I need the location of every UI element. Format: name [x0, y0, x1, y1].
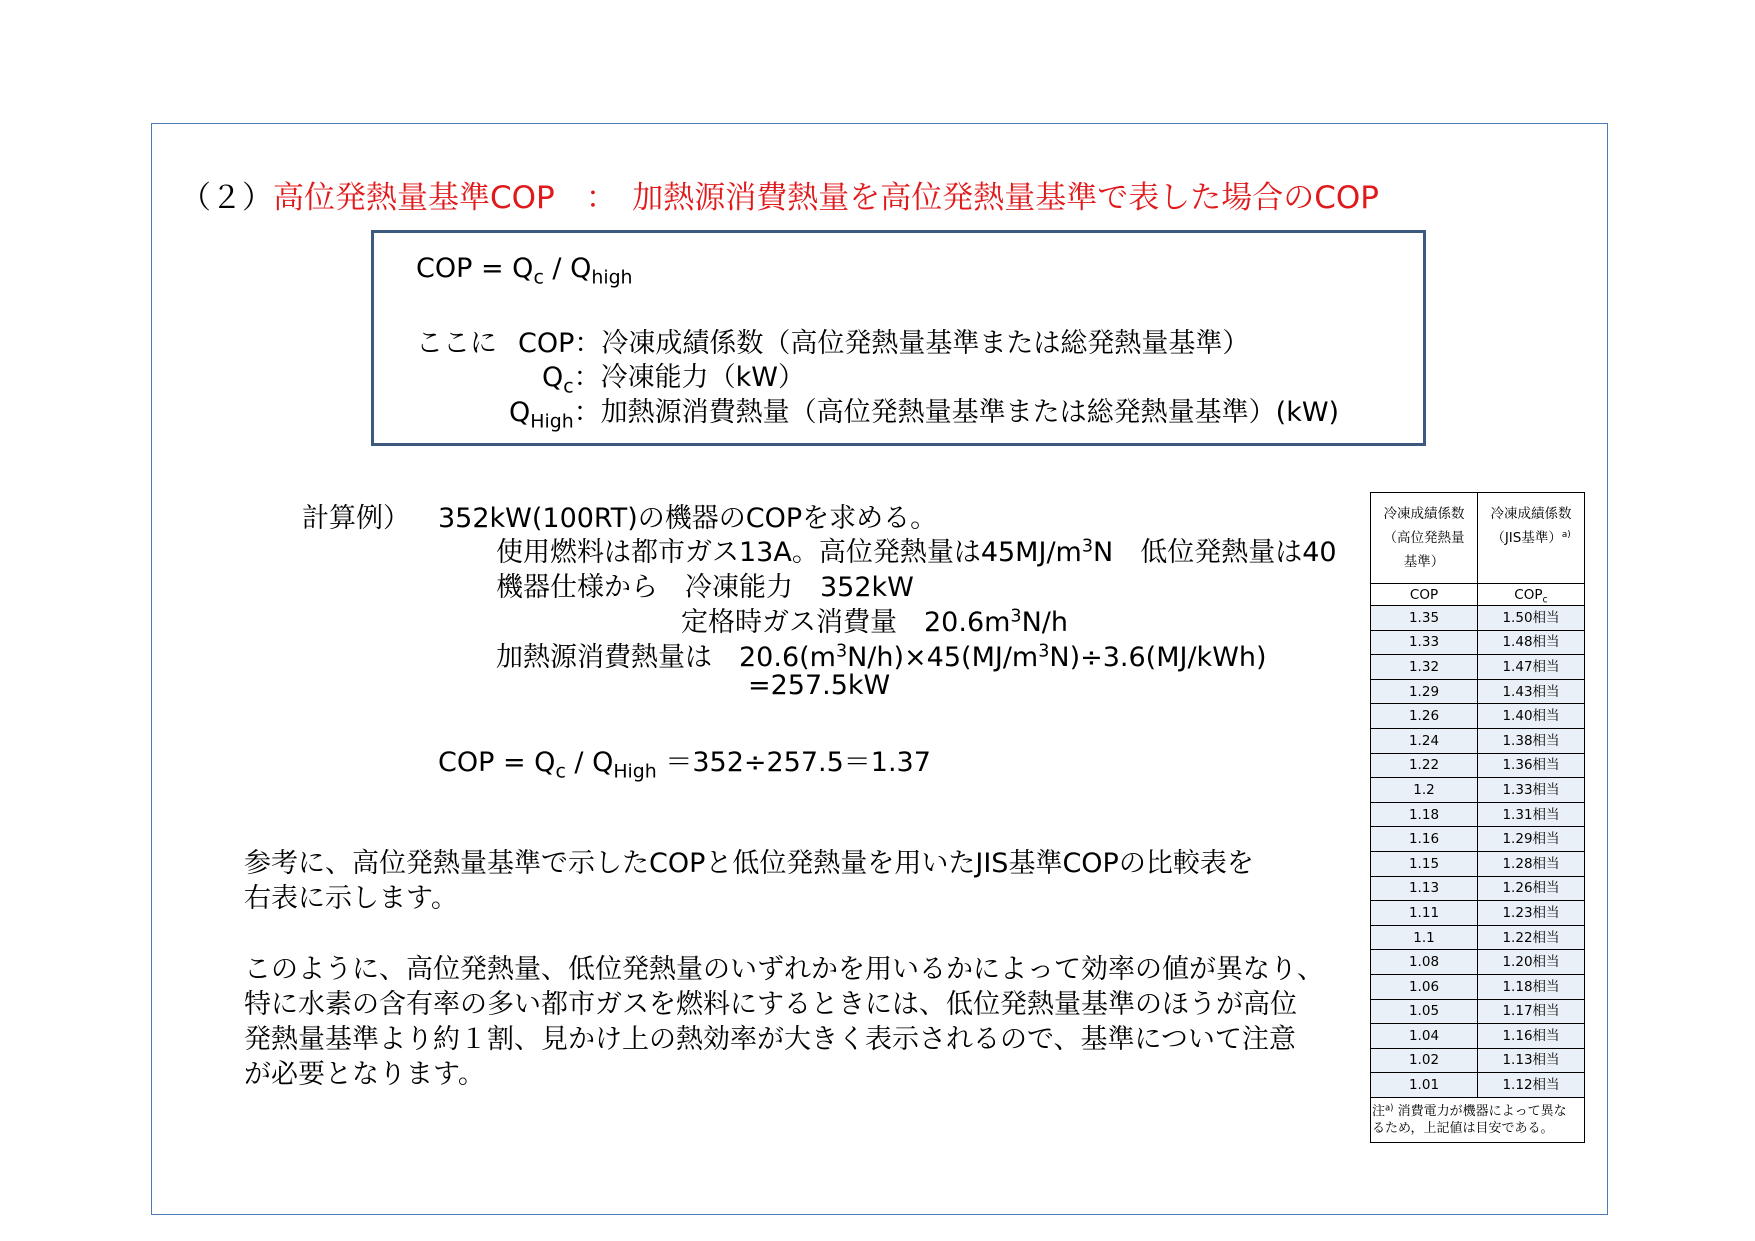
table-row	[1371, 1024, 1585, 1049]
cop-high-cell: 1.02	[1371, 1048, 1478, 1073]
table-row	[1371, 802, 1585, 827]
cop-high-cell: 1.18	[1371, 802, 1478, 827]
calc-label: 計算例）	[302, 503, 410, 534]
cop-high-cell: 1.08	[1371, 950, 1478, 975]
cop-high-cell: 1.05	[1371, 999, 1478, 1024]
cop-jis-cell: 1.43相当	[1478, 679, 1585, 704]
calc-line-2: 使用燃料は都市ガス13A。高位発熱量は$45MJ/m^3N$ 低位発熱量は40	[496, 536, 1337, 568]
cop-high-cell: 1.32	[1371, 655, 1478, 680]
calc-line-6: =257.5kW	[748, 670, 891, 701]
cop-jis-cell: 1.18相当	[1478, 974, 1585, 999]
formula-box	[371, 230, 1426, 446]
table-row	[1371, 1048, 1585, 1073]
reference-paragraph: 参考に、高位発熱量基準で示したCOPと低位発熱量を用いたJIS基準COPの比較表を 右表に示します。	[244, 848, 1254, 914]
explanation-paragraph: このように、高位発熱量、低位発熱量のいずれかを用いるかによって効率の値が異なり、 特に水素の含有率の多い都市ガスを燃料にするときには、低位発熱量基準のほうが高位 発熱量基準より約１割、見かけ上の熱効率が大きく表示されるので、基準について注意 が必要となります。	[244, 954, 1324, 1090]
table-row	[1371, 851, 1585, 876]
cop-jis-cell: 1.48相当	[1478, 630, 1585, 655]
cop-jis-cell: 1.28相当	[1478, 851, 1585, 876]
cop-high-cell: 1.16	[1371, 827, 1478, 852]
cop-high-cell: 1.22	[1371, 753, 1478, 778]
table-row	[1371, 925, 1585, 950]
cop-high-cell: 1.2	[1371, 778, 1478, 803]
cop-high-cell: 1.11	[1371, 901, 1478, 926]
definition-qhigh: $Q_{High}$：加熱源消費熱量（高位発熱量基準または総発熱量基準）(kW)	[509, 397, 1340, 433]
table-row	[1371, 827, 1585, 852]
table-row	[1371, 974, 1585, 999]
cop-high-cell: 1.15	[1371, 851, 1478, 876]
table-row	[1371, 679, 1585, 704]
calc-line-1: 352kW(100RT)の機器のCOPを求める。	[438, 503, 938, 534]
definition-qc: $Q_c$：冷凍能力（kW）	[542, 362, 805, 398]
cop-jis-cell: 1.38相当	[1478, 728, 1585, 753]
table-row	[1371, 876, 1585, 901]
table-note: 注$^{a)}$ 消費電力が機器によって異な るため，上記値は目安である。	[1371, 1097, 1585, 1142]
table-row	[1371, 606, 1585, 631]
cop-comparison-table	[1370, 492, 1585, 1143]
cop-formula: COP = $Q_c / Q_{high}$	[416, 253, 633, 289]
table-row	[1371, 753, 1585, 778]
calc-line-5: 加熱源消費熱量は $20.6(m^3N/h)\times 45(MJ/m^3N)\div 3.6(MJ/kWh)$	[496, 641, 1267, 673]
table-row	[1371, 778, 1585, 803]
heading-title: 高位発熱量基準COP ： 加熱源消費熱量を高位発熱量基準で表した場合のCOP	[273, 180, 1379, 216]
cop-high-cell: 1.35	[1371, 606, 1478, 631]
cop-jis-cell: 1.31相当	[1478, 802, 1585, 827]
table-row	[1371, 901, 1585, 926]
heading-number: （２）	[180, 180, 273, 216]
cop-high-cell: 1.06	[1371, 974, 1478, 999]
cop-jis-cell: 1.23相当	[1478, 901, 1585, 926]
table-note-row	[1371, 1097, 1585, 1142]
section-heading	[180, 172, 1379, 217]
cop-jis-cell: 1.40相当	[1478, 704, 1585, 729]
cop-high-cell: 1.13	[1371, 876, 1478, 901]
cop-jis-cell: 1.26相当	[1478, 876, 1585, 901]
calc-result: COP = $Q_c / Q_{High} =352\div 257.5=1.37$	[438, 747, 931, 783]
cop-high-cell: 1.26	[1371, 704, 1478, 729]
table-row	[1371, 950, 1585, 975]
cop-high-cell: 1.33	[1371, 630, 1478, 655]
cop-high-cell: 1.01	[1371, 1073, 1478, 1098]
table-row	[1371, 655, 1585, 680]
table-row	[1371, 728, 1585, 753]
cop-jis-cell: 1.17相当	[1478, 999, 1585, 1024]
unit-cop: COP	[1371, 584, 1478, 606]
table-row	[1371, 704, 1585, 729]
unit-copc: $COP_c$	[1478, 584, 1585, 606]
definition-cop: COP：冷凍成績係数（高位発熱量基準または総発熱量基準）	[518, 328, 1250, 359]
table-unit-row	[1371, 584, 1585, 606]
cop-jis-cell: 1.20相当	[1478, 950, 1585, 975]
cop-jis-cell: 1.12相当	[1478, 1073, 1585, 1098]
cop-high-cell: 1.24	[1371, 728, 1478, 753]
table-row	[1371, 999, 1585, 1024]
cop-jis-cell: 1.36相当	[1478, 753, 1585, 778]
cop-jis-cell: 1.22相当	[1478, 925, 1585, 950]
header-jis-cop: 冷凍成績係数 （JIS基準）$^{a)}$	[1478, 493, 1585, 584]
table-header-row	[1371, 493, 1585, 584]
cop-jis-cell: 1.13相当	[1478, 1048, 1585, 1073]
header-high-heat-cop: 冷凍成績係数 （高位発熱量 基準）	[1371, 493, 1478, 584]
cop-high-cell: 1.29	[1371, 679, 1478, 704]
cop-jis-cell: 1.29相当	[1478, 827, 1585, 852]
calc-line-4: 定格時ガス消費量 $20.6m^3N/h$	[681, 606, 1068, 638]
where-label: ここに	[416, 328, 497, 359]
cop-jis-cell: 1.33相当	[1478, 778, 1585, 803]
cop-jis-cell: 1.16相当	[1478, 1024, 1585, 1049]
cop-high-cell: 1.04	[1371, 1024, 1478, 1049]
cop-jis-cell: 1.47相当	[1478, 655, 1585, 680]
cop-high-cell: 1.1	[1371, 925, 1478, 950]
table-row	[1371, 1073, 1585, 1098]
calc-line-3: 機器仕様から 冷凍能力 352kW	[496, 572, 914, 603]
table-row	[1371, 630, 1585, 655]
cop-jis-cell: 1.50相当	[1478, 606, 1585, 631]
